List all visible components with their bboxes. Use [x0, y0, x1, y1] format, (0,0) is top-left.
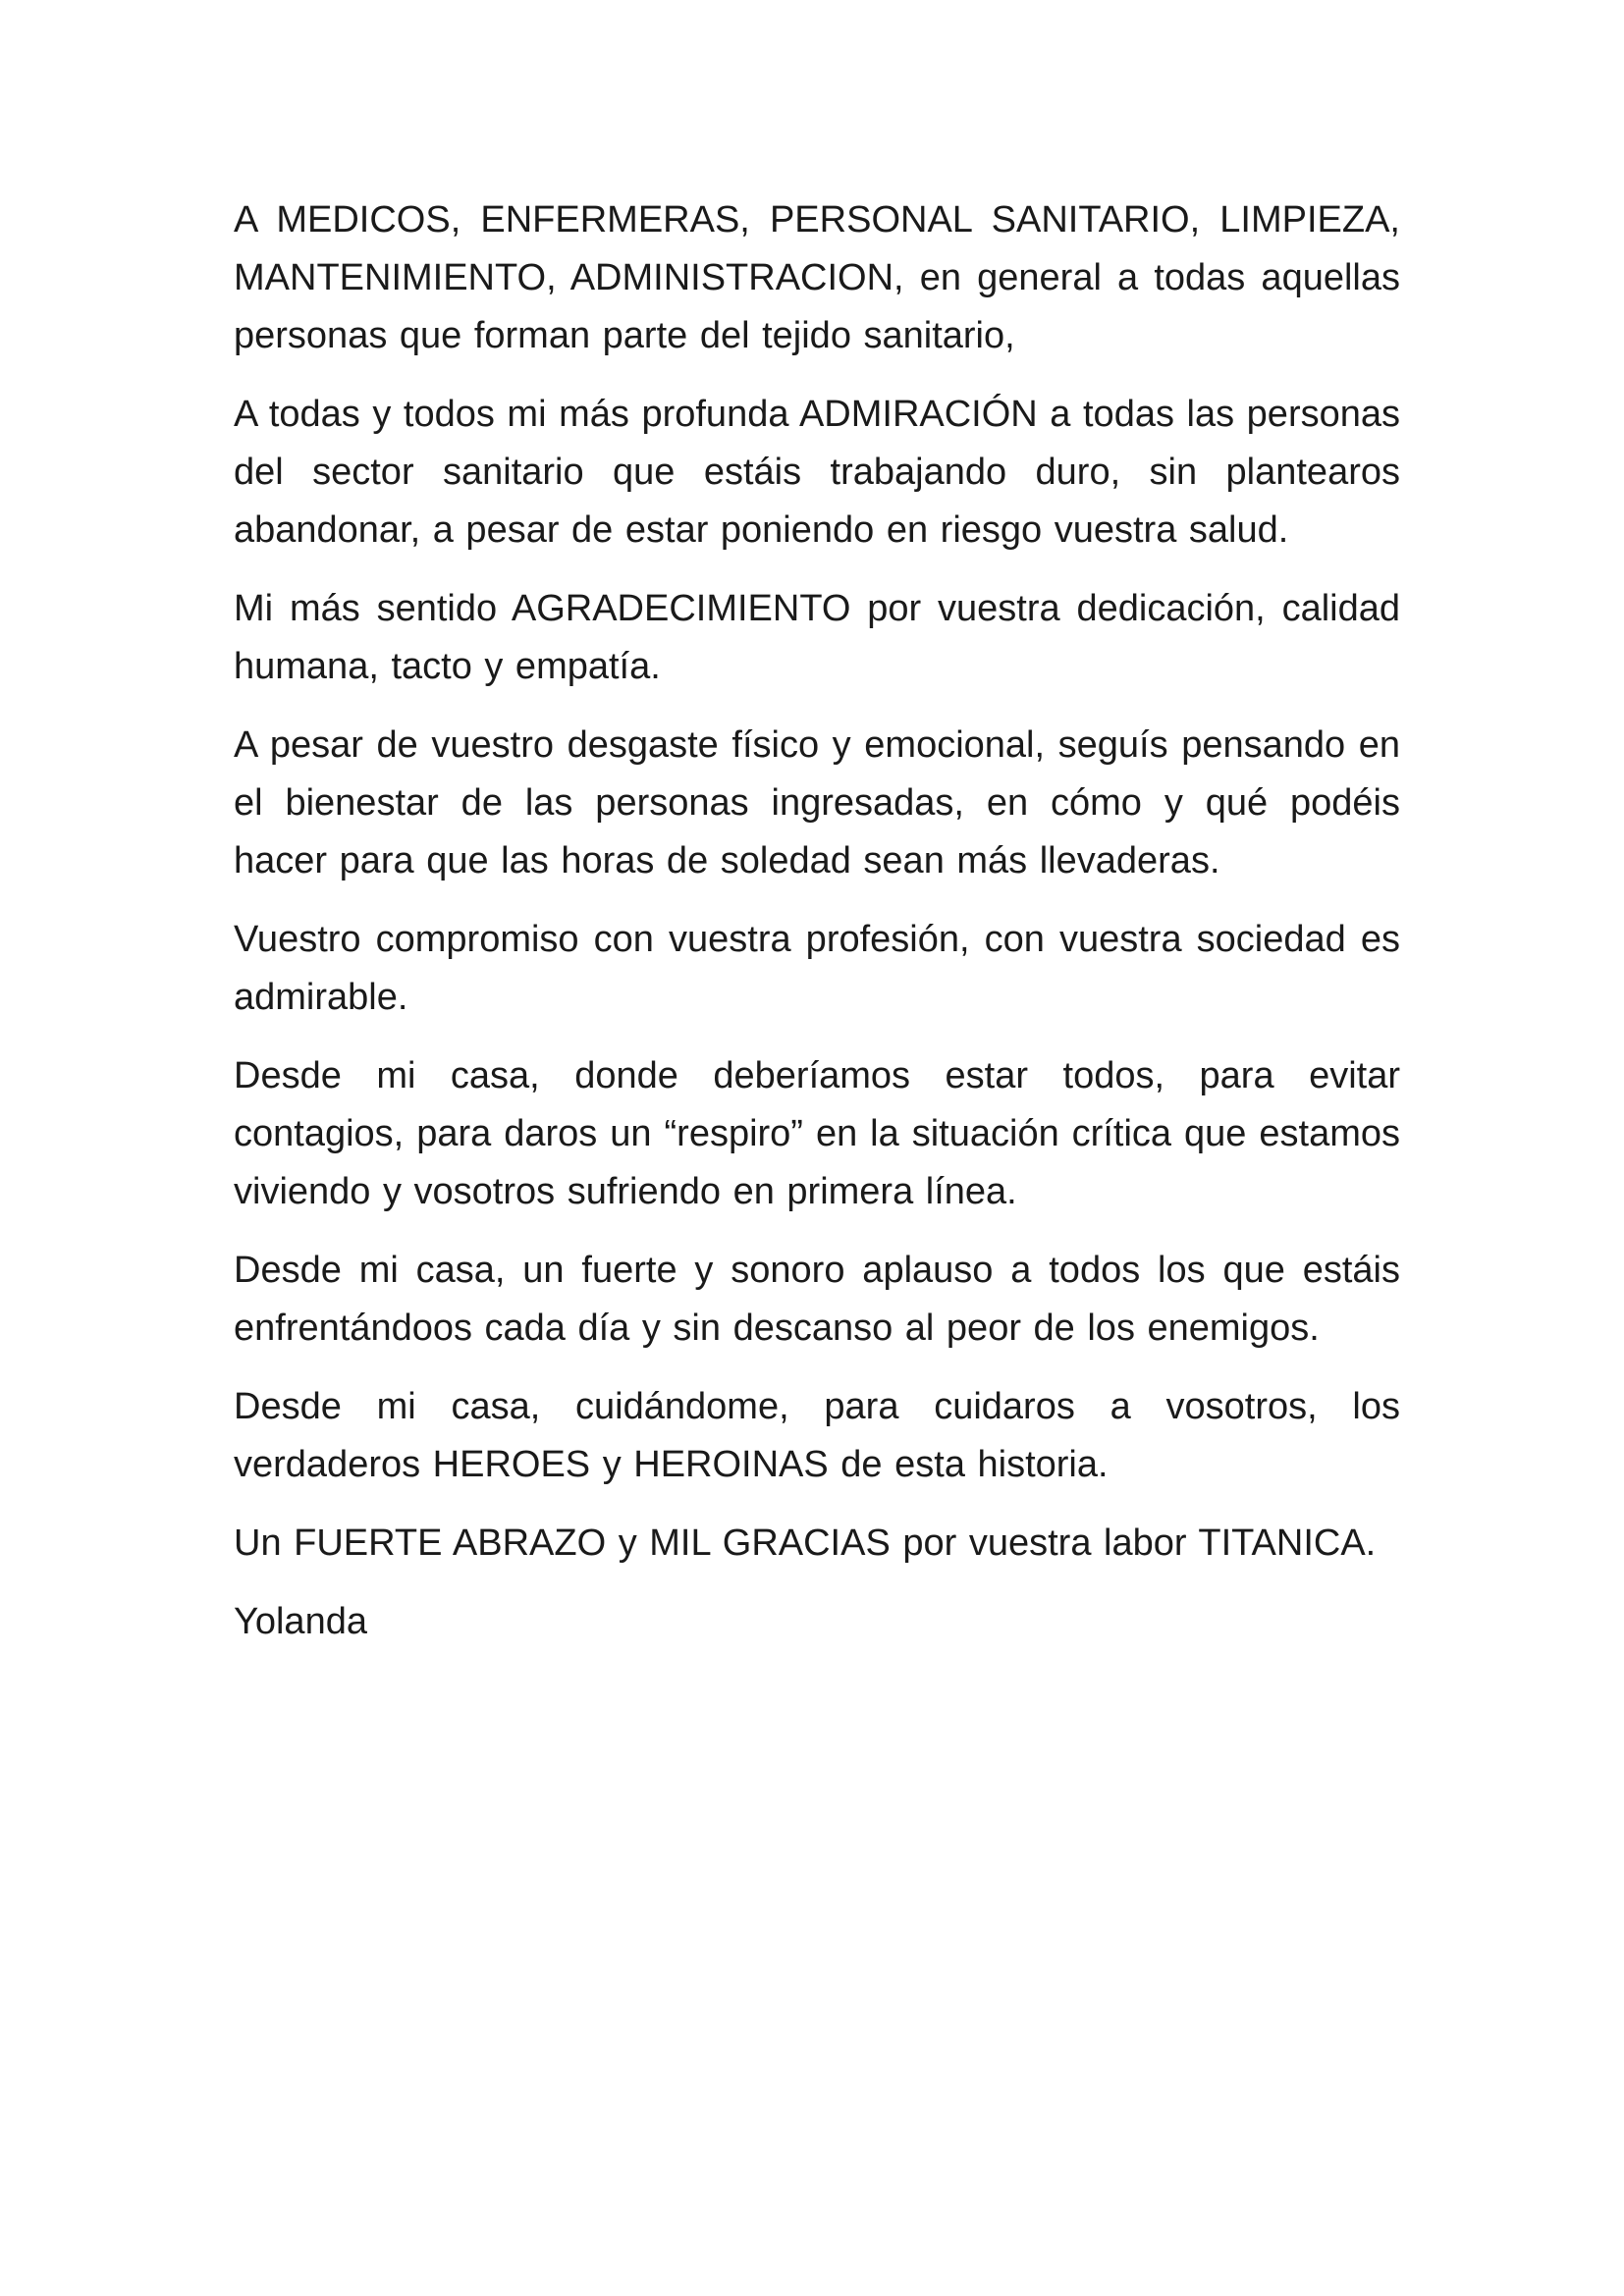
paragraph-wellbeing: A pesar de vuestro desgaste físico y emocional, seguís pensando en el bienestar de las personas ingresadas, en cómo y qué podéis hacer para que las horas de soledad sean más llevaderas. [234, 724, 1400, 881]
paragraph-heroes: Desde mi casa, cuidándome, para cuidaros a vosotros, los verdaderos HEROES y HEROINAS de esta historia. [234, 1386, 1400, 1485]
paragraph-applause: Desde mi casa, un fuerte y sonoro aplauso a todos los que estáis enfrentándoos cada día y sin descanso al peor de los enemigos. [234, 1250, 1400, 1349]
paragraph-commitment: Vuestro compromiso con vuestra profesión, con vuestra sociedad es admirable. [234, 919, 1400, 1018]
paragraph-gratitude: Mi más sentido AGRADECIMIENTO por vuestra dedicación, calidad humana, tacto y empatía. [234, 588, 1400, 687]
paragraph-dedication: A MEDICOS, ENFERMERAS, PERSONAL SANITARIO, LIMPIEZA, MANTENIMIENTO, ADMINISTRACION, en general a todas aquellas personas que forman parte del tejido sanitario, [234, 199, 1400, 356]
paragraph-admiration: A todas y todos mi más profunda ADMIRACIÓN a todas las personas del sector sanitario que estáis trabajando duro, sin plantearos abandonar, a pesar de estar poniendo en riesgo vuestra salud. [234, 394, 1400, 551]
paragraph-from-home: Desde mi casa, donde deberíamos estar todos, para evitar contagios, para daros un “respiro” en la situación crítica que estamos viviendo y vosotros sufriendo en primera línea. [234, 1055, 1400, 1212]
letter-body [234, 191, 1400, 1651]
signature: Yolanda [234, 1601, 367, 1642]
paragraph-closing: Un FUERTE ABRAZO y MIL GRACIAS por vuestra labor TITANICA. [234, 1522, 1377, 1564]
